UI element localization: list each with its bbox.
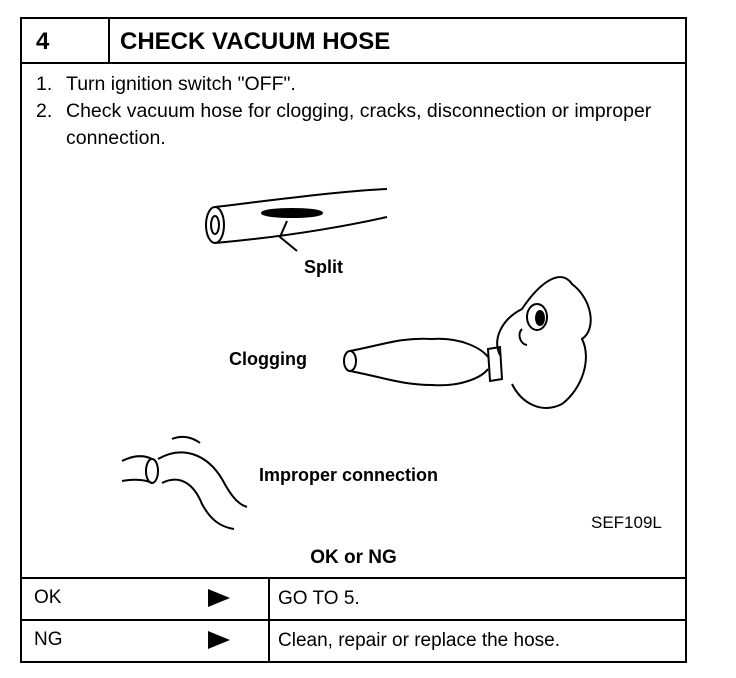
split-hose-drawing bbox=[206, 189, 387, 251]
clogging-label: Clogging bbox=[229, 349, 307, 369]
result-ng-status: NG bbox=[34, 629, 63, 650]
result-ok-status: OK bbox=[34, 587, 62, 608]
step-2-text: Check vacuum hose for clogging, cracks, disconnection or improper connection. bbox=[66, 100, 652, 149]
hose-drawing bbox=[22, 169, 685, 549]
procedure-box bbox=[20, 17, 687, 663]
result-ng-action: Clean, repair or replace the hose. bbox=[278, 630, 560, 651]
step-number: 4 bbox=[22, 19, 110, 64]
improper-connection-drawing bbox=[122, 437, 247, 529]
column-divider bbox=[268, 579, 270, 619]
step-1-text: Turn ignition switch "OFF". bbox=[66, 73, 296, 95]
result-row-ok bbox=[22, 577, 685, 619]
column-divider bbox=[268, 621, 270, 661]
instruction-step-2 bbox=[36, 98, 676, 152]
step-title: CHECK VACUUM HOSE bbox=[110, 19, 685, 64]
clogging-drawing bbox=[344, 277, 591, 408]
step-1-number: 1. bbox=[36, 73, 53, 95]
split-label: Split bbox=[304, 257, 343, 277]
improper-connection-label: Improper connection bbox=[259, 465, 439, 485]
vacuum-hose-illustration bbox=[22, 169, 685, 549]
result-ok-action: GO TO 5. bbox=[278, 588, 360, 609]
right-arrow-icon bbox=[208, 589, 230, 607]
instruction-list bbox=[36, 71, 676, 152]
instruction-step-1 bbox=[36, 71, 676, 98]
step-2-number: 2. bbox=[36, 100, 53, 122]
result-heading: OK or NG bbox=[310, 547, 397, 568]
result-row-ng bbox=[22, 619, 685, 661]
figure-code: SEF109L bbox=[591, 513, 662, 532]
right-arrow-icon bbox=[208, 631, 230, 649]
